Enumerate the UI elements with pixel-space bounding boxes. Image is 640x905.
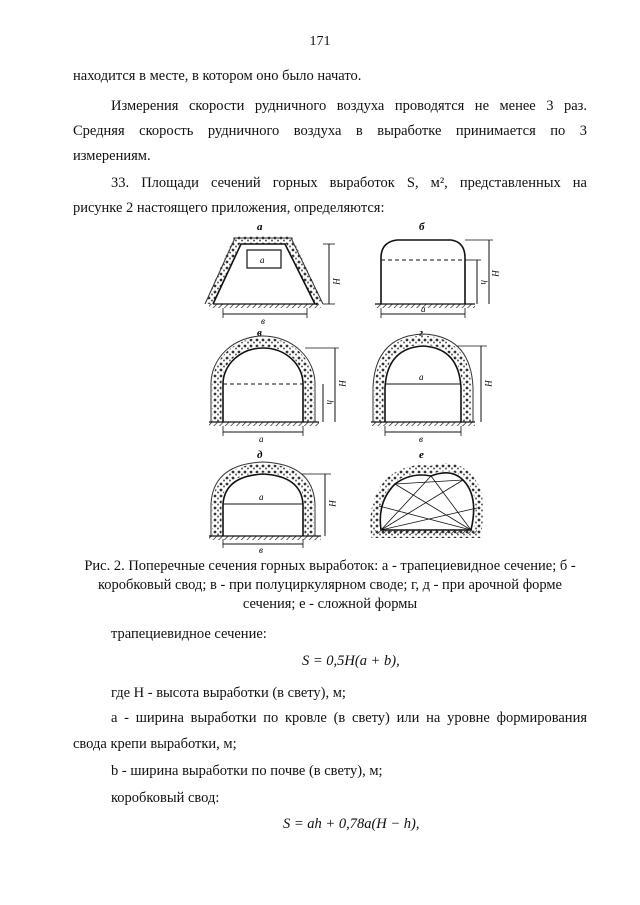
figure-caption-line: Рис. 2. Поперечные сечения горных выработок: а - трапециевидное сечение; б - — [84, 558, 576, 574]
definition: где H - высота выработки (в свету), м; — [111, 685, 346, 701]
dim-label-H: H — [331, 278, 341, 285]
dim-label-h: h — [479, 280, 489, 285]
text-line: Средняя скорость рудничного воздуха в выработке принимается по 3 — [73, 123, 587, 139]
panel-a-trapezoid — [205, 221, 341, 326]
figure-caption-line: сечения; е - сложной формы — [242, 596, 418, 612]
text-line: находится в месте, в котором оно было начато. — [73, 68, 362, 84]
figure-mine-sections — [195, 218, 500, 555]
definition: b - ширина выработки по почве (в свету), м; — [111, 763, 383, 779]
dim-label-a: а — [260, 255, 265, 265]
panel-label-e: е — [419, 449, 424, 461]
text-line: рисунке 2 настоящего приложения, определяются: — [73, 200, 385, 216]
definition: свода крепи выработки, м; — [73, 736, 237, 752]
dim-label-h: h — [325, 400, 335, 405]
panel-label-a: а — [257, 221, 263, 233]
definition: а - ширина выработки по кровле (в свету) или на уровне формирования — [111, 710, 587, 726]
section-heading: трапециевидное сечение: — [111, 626, 267, 642]
dim-label-H: H — [327, 500, 337, 507]
dim-label-H: H — [337, 380, 347, 387]
panel-label-g: г — [419, 327, 424, 339]
dim-label-a: а — [419, 372, 424, 382]
panel-v-semicircular — [209, 327, 347, 444]
dim-label-H: H — [483, 380, 493, 387]
panel-b-box-vault — [375, 221, 500, 318]
panel-g-arched — [371, 327, 493, 444]
panel-label-v: в — [257, 327, 262, 339]
panel-d-arched — [209, 449, 337, 555]
dim-label-H: H — [490, 270, 500, 277]
page-number: 171 — [309, 34, 331, 49]
dim-label-a: а — [259, 492, 264, 502]
text-line: Измерения скорости рудничного воздуха проводятся не менее 3 раз. — [111, 98, 587, 114]
panel-label-d: д — [257, 449, 263, 461]
panel-label-b: б — [419, 221, 425, 233]
dim-label-a: а — [421, 304, 426, 314]
section-heading: коробковый свод: — [111, 790, 220, 806]
formula: S = ah + 0,78a(H − h), — [283, 816, 420, 832]
text-line: 33. Площади сечений горных выработок S, м², представленных на — [111, 175, 587, 191]
dim-label-b: в — [259, 545, 263, 555]
dim-label-b: в — [419, 434, 423, 444]
dim-label-b: в — [261, 316, 265, 326]
text-line: измерениям. — [73, 148, 151, 164]
dim-label-a: а — [259, 434, 264, 444]
panel-e-complex — [374, 449, 479, 534]
figure-caption-line: коробковый свод; в - при полуциркулярном своде; г, д - при арочной форме — [98, 577, 562, 593]
formula: S = 0,5H(a + b), — [302, 653, 400, 669]
